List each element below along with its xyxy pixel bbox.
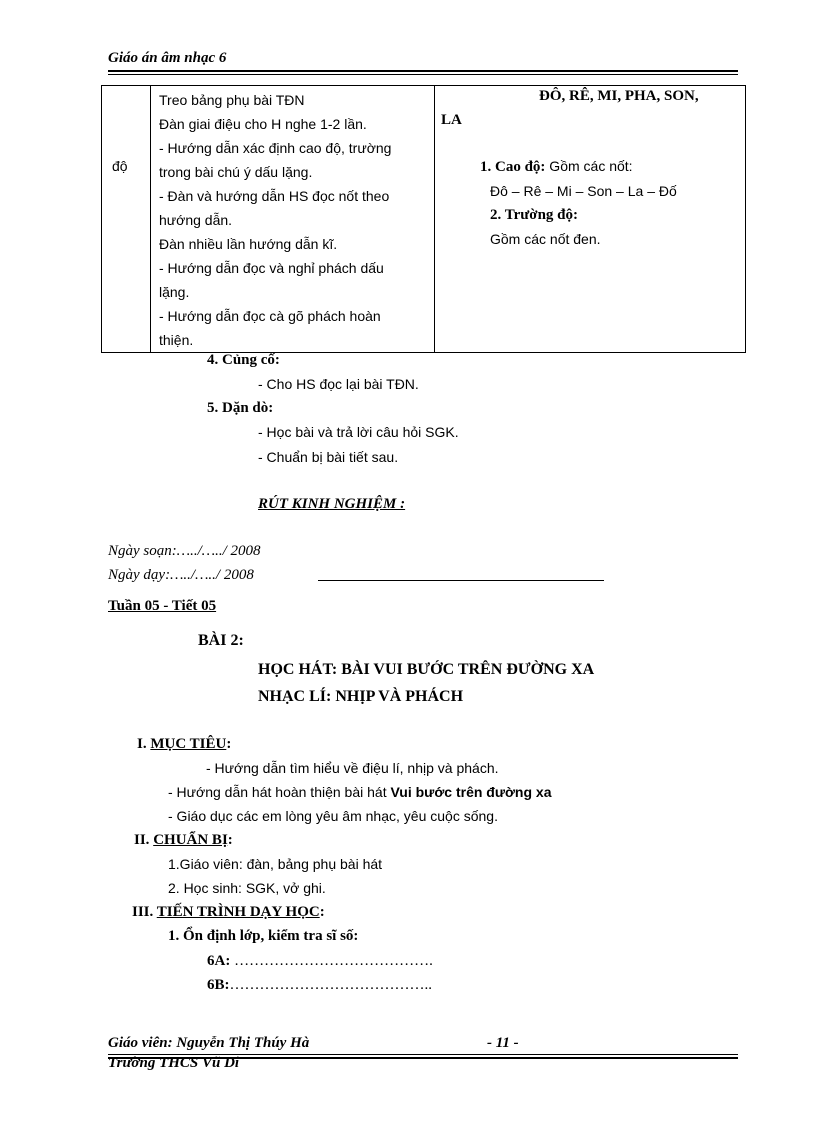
teacher-activity-line: trong bài chú ý dấu lặng. (159, 164, 313, 180)
footer-school: Trường THCS Vũ Di (108, 1055, 240, 1071)
pitch-text: Gồm các nốt: (545, 158, 633, 174)
date-separator-line (318, 580, 604, 581)
process-title: TIẾN TRÌNH DẠY HỌC (156, 904, 320, 920)
lesson-title-2: NHẠC LÍ: NHỊP VÀ PHÁCH (258, 688, 464, 705)
header-rule-top (108, 70, 738, 72)
notes-line-1: ĐÔ, RÊ, MI, PHA, SON, (539, 88, 699, 104)
footer-page-number: - 11 - (487, 1035, 519, 1051)
class-6a-line (207, 953, 433, 970)
class-6b-line (207, 977, 432, 994)
teacher-activity-line: - Đàn và hướng dẫn HS đọc nốt theo (159, 188, 390, 204)
activity-table (101, 85, 746, 353)
review-item: - Cho HS đọc lại bài TĐN. (258, 376, 419, 392)
lesson-title-1: HỌC HÁT: BÀI VUI BƯỚC TRÊN ĐƯỜNG XA (258, 661, 595, 678)
teacher-activity-line: Treo bảng phụ bài TĐN (159, 92, 305, 108)
class-6a-dots: …………………………………. (230, 953, 433, 969)
step-label: độ (112, 158, 128, 174)
preparation-item-2: 2. Học sinh: SGK, vở ghi. (168, 880, 326, 896)
pitch-title: 1. Cao độ: (480, 159, 546, 175)
prepared-date: Ngày soạn:…../…../ 2008 (108, 543, 261, 559)
preparation-title: CHUẨN BỊ (153, 832, 228, 848)
preparation-item-1: 1.Giáo viên: đàn, bảng phụ bài hát (168, 856, 383, 872)
objective-item-1: - Hướng dẫn tìm hiểu về điệu lí, nhịp và phách. (206, 760, 499, 776)
objective-item-2-text: - Hướng dẫn hát hoàn thiện bài hát (168, 784, 391, 800)
teacher-activity-line: - Hướng dẫn xác định cao độ, trường (159, 140, 392, 156)
document-header-title: Giáo án âm nhạc 6 (108, 50, 227, 66)
process-heading (132, 904, 325, 921)
taught-date: Ngày dạy:…../…../ 2008 (108, 567, 254, 583)
duration-text: Gồm các nốt đen. (490, 231, 601, 247)
teacher-activity-line: - Hướng dẫn đọc và nghỉ phách dấu (159, 260, 384, 276)
preparation-heading (134, 832, 233, 849)
table-col-teacher-activity (151, 86, 435, 353)
table-col-content (435, 86, 746, 353)
class-6a-label: 6A: (207, 953, 231, 969)
preparation-colon: : (227, 832, 233, 848)
class-6b-dots: ………………………………….. (229, 977, 432, 993)
objectives-numeral: I. (137, 736, 151, 752)
process-colon: : (319, 904, 325, 920)
teacher-activity-lines (151, 86, 434, 352)
preparation-numeral: II. (134, 832, 154, 848)
homework-item-2: - Chuẩn bị bài tiết sau. (258, 449, 399, 465)
objectives-title: MỤC TIÊU (150, 736, 227, 752)
class-6b-label: 6B: (207, 977, 230, 993)
teacher-activity-line: Đàn giai điệu cho H nghe 1-2 lần. (159, 116, 367, 132)
process-step-1: 1. Ổn định lớp, kiểm tra sĩ số: (168, 928, 359, 944)
review-title: 4. Củng cố: (207, 352, 280, 368)
table-col-step (102, 86, 151, 353)
teacher-activity-line: - Hướng dẫn đọc cà gõ phách hoàn (159, 308, 381, 324)
teacher-activity-line: Đàn nhiều lần hướng dẫn kĩ. (159, 236, 338, 252)
week-label: Tuần 05 - Tiết 05 (108, 598, 217, 614)
objectives-heading (137, 736, 231, 753)
teacher-activity-line: lặng. (159, 284, 190, 300)
teacher-activity-line: thiện. (159, 332, 194, 348)
header-rule-bottom (108, 74, 738, 75)
objective-item-2 (168, 784, 552, 800)
objective-item-3: - Giáo dục các em lòng yêu âm nhạc, yêu cuộc sống. (168, 808, 498, 824)
song-title: Vui bước trên đường xa (390, 784, 552, 800)
pitch-line (480, 158, 633, 176)
objectives-colon: : (226, 736, 232, 752)
teacher-activity-line: hướng dẫn. (159, 212, 233, 228)
notes-line-2: LA (441, 112, 462, 128)
experience-heading: RÚT KINH NGHIỆM : (258, 496, 406, 512)
process-numeral: III. (132, 904, 157, 920)
homework-item-1: - Học bài và trả lời câu hỏi SGK. (258, 424, 459, 440)
pitch-notes: Đô – Rê – Mi – Son – La – Đố (490, 183, 677, 199)
footer-teacher: Giáo viên: Nguyễn Thị Thúy Hà (108, 1035, 310, 1051)
duration-title: 2. Trường độ: (490, 207, 579, 223)
homework-title: 5. Dặn dò: (207, 400, 274, 416)
lesson-number: BÀI 2: (198, 632, 244, 649)
